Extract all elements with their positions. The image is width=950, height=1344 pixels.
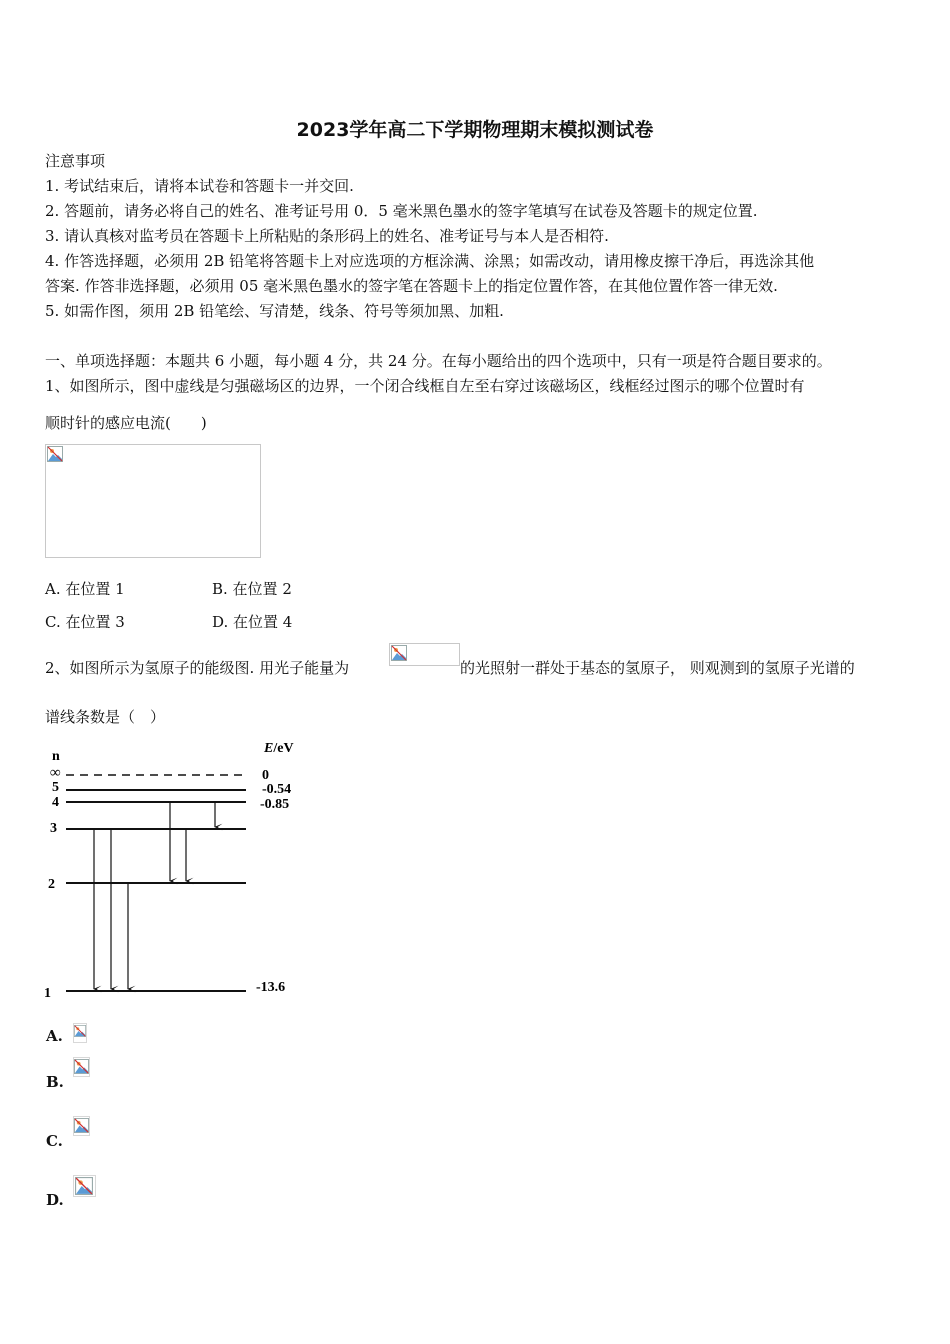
level-n-label: 5 xyxy=(52,780,59,795)
q2-stem-line2: 谱线条数是（ ） xyxy=(45,708,166,726)
level-n-label: 2 xyxy=(48,877,55,892)
level-n-label: 4 xyxy=(52,795,59,810)
notice-heading: 注意事项 xyxy=(45,152,106,170)
section-heading: 一、单项选择题：本题共 6 小题，每小题 4 分，共 24 分。在每小题给出的四个选项中，只有一项是符合题目要求的。 xyxy=(45,352,832,370)
broken-image-icon xyxy=(75,1177,93,1195)
level-n-label: 3 xyxy=(50,821,57,836)
notice-item: 3. 请认真核对监考员在答题卡上所粘贴的条形码上的姓名、准考证号与本人是否相符. xyxy=(45,227,609,245)
q2-option-a-label: A. xyxy=(46,1027,63,1045)
q2-option-b-image xyxy=(73,1057,90,1077)
q1-option-b: B. 在位置 2 xyxy=(212,580,292,598)
q2-stem-after: 的光照射一群处于基态的氢原子， 则观测到的氢原子光谱的 xyxy=(460,659,855,677)
level-energy-value: -0.85 xyxy=(260,797,290,812)
q1-option-d: D. 在位置 4 xyxy=(212,613,293,631)
q1-stem-line1: 1、如图所示，图中虚线是匀强磁场区的边界，一个闭合线框自左至右穿过该磁场区，线框经过图示的哪个位置时有 xyxy=(45,377,805,395)
notice-item: 5. 如需作图，须用 2B 铅笔绘、写清楚，线条、符号等须加黑、加粗. xyxy=(45,302,504,320)
q2-option-c-label: C. xyxy=(46,1132,63,1150)
q1-figure-image xyxy=(45,444,261,558)
broken-image-icon xyxy=(391,645,407,661)
notice-item: 2. 答题前，请务必将自己的姓名、准考证号用 0．5 毫米黑色墨水的签字笔填写在试卷及答题卡的规定位置. xyxy=(45,202,758,220)
notice-item: 答案. 作答非选择题，必须用 05 毫米黑色墨水的签字笔在答题卡上的指定位置作答，在其他位置作答一律无效. xyxy=(45,277,778,295)
q2-option-b-label: B. xyxy=(46,1073,64,1091)
energy-level-diagram xyxy=(40,735,320,1005)
level-energy-value: 0 xyxy=(262,768,269,783)
level-n-label: 1 xyxy=(44,986,51,1001)
level-n-label: ∞ xyxy=(50,765,61,781)
q2-option-a-image xyxy=(73,1023,87,1043)
n-axis-label: n xyxy=(52,749,60,764)
broken-image-icon xyxy=(74,1118,89,1133)
q2-option-d-image xyxy=(73,1175,96,1197)
q1-option-c: C. 在位置 3 xyxy=(45,613,125,631)
q2-option-c-image xyxy=(73,1116,90,1136)
q2-stem-before: 2、如图所示为氢原子的能级图. 用光子能量为 xyxy=(45,659,350,677)
notice-item: 1. 考试结束后，请将本试卷和答题卡一并交回. xyxy=(45,177,354,195)
q1-option-a: A. 在位置 1 xyxy=(45,580,125,598)
q2-option-d-label: D. xyxy=(46,1191,64,1209)
level-energy-value: -13.6 xyxy=(256,980,286,995)
energy-axis-label: E/eV xyxy=(264,741,294,756)
broken-image-icon xyxy=(74,1025,86,1037)
broken-image-icon xyxy=(47,446,63,462)
q2-photon-energy-image xyxy=(389,643,460,666)
notice-item: 4. 作答选择题，必须用 2B 铅笔将答题卡上对应选项的方框涂满、涂黑；如需改动，请用橡皮擦干净后，再选涂其他 xyxy=(45,252,815,270)
q1-stem-line2: 顺时针的感应电流( ) xyxy=(45,414,207,432)
broken-image-icon xyxy=(74,1059,89,1074)
page-title: 2023学年高二下学期物理期末模拟测试卷 xyxy=(296,119,654,141)
level-energy-value: -0.54 xyxy=(262,782,292,797)
